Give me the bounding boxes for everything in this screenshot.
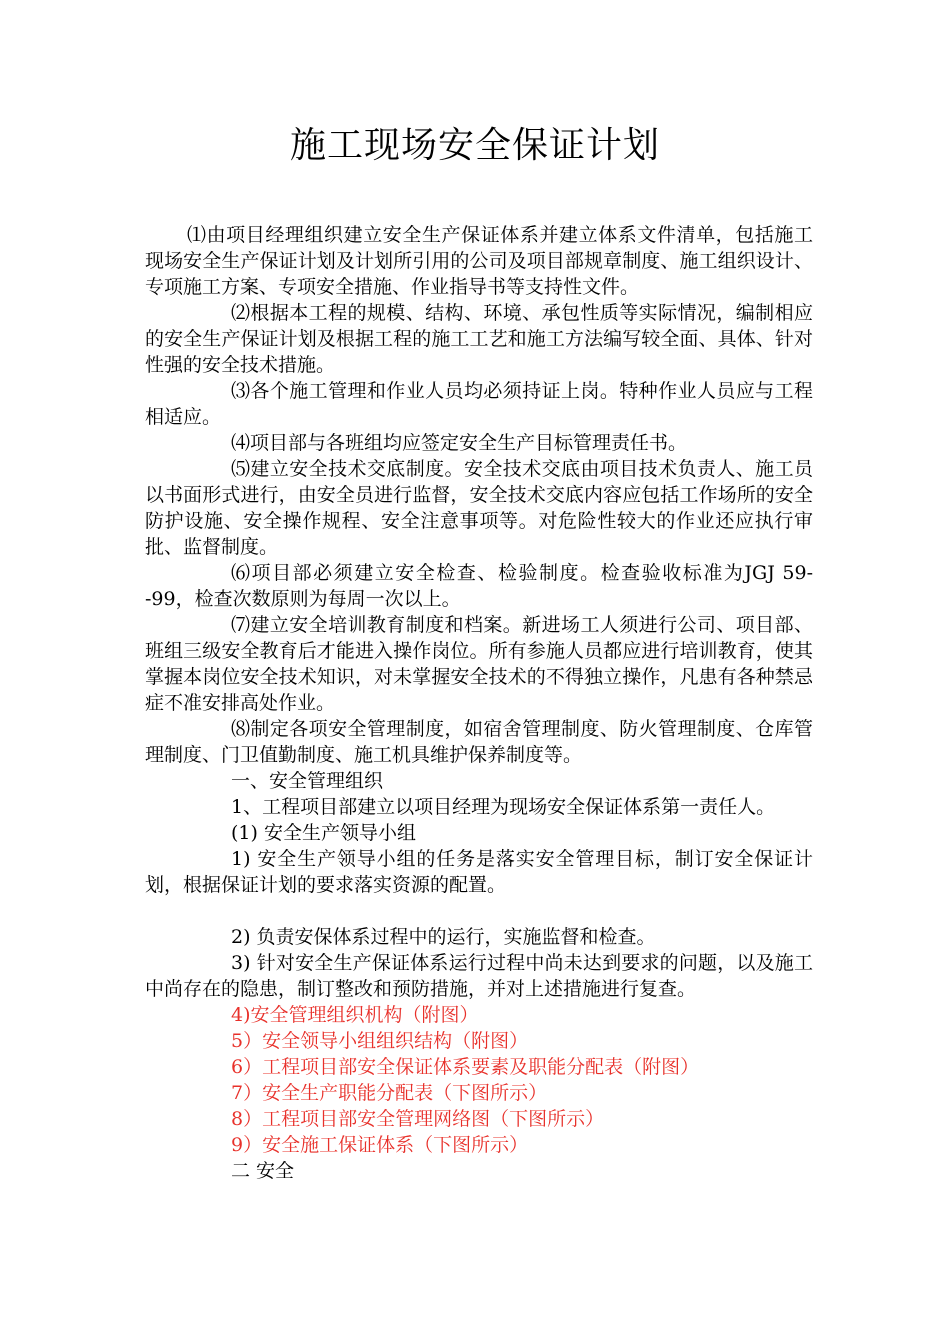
paragraph-1: ⑴由项目经理组织建立安全生产保证体系并建立体系文件清单，包括施工现场安全生产保证计划及计划所引用的公司及项目部规章制度、施工组织设计、专项施工方案、专项安全措施、作业指导书等支持性文件。 <box>145 224 813 298</box>
red-item-7: 7）安全生产职能分配表（下图所示） <box>231 1082 548 1104</box>
red-item-5: 5）安全领导小组组织结构（附图） <box>231 1030 529 1052</box>
paragraph-10: 1) 安全生产领导小组的任务是落实安全管理目标，制订安全保证计划，根据保证计划的要求落实资源的配置。 <box>145 848 813 896</box>
document-body <box>145 222 813 1184</box>
paragraph-11: 2) 负责安保体系过程中的运行，实施监督和检查。 <box>231 926 656 948</box>
blank-line <box>145 898 813 924</box>
red-item-9: 9）安全施工保证体系（下图所示） <box>231 1134 529 1156</box>
section-heading-1: 一、安全管理组织 <box>231 770 384 792</box>
paragraph-12: 3) 针对安全生产保证体系运行过程中尚未达到要求的问题，以及施工中尚存在的隐患，制订整改和预防措施，并对上述措施进行复查。 <box>145 952 813 1000</box>
paragraph-2: ⑵根据本工程的规模、结构、环境、承包性质等实际情况，编制相应的安全生产保证计划及根据工程的施工工艺和施工方法编写较全面、具体、针对性强的安全技术措施。 <box>145 302 813 376</box>
paragraph-7: ⑺建立安全培训教育制度和档案。新进场工人须进行公司、项目部、班组三级安全教育后才能进入操作岗位。所有参施人员都应进行培训教育，使其掌握本岗位安全技术知识，对未掌握安全技术的不得独立操作，凡患有各种禁忌症不准安排高处作业。 <box>145 614 813 714</box>
red-item-4: 4)安全管理组织机构（附图） <box>231 1004 479 1026</box>
paragraph-4: ⑷项目部与各班组均应签定安全生产目标管理责任书。 <box>231 432 688 454</box>
document-title: 施工现场安全保证计划 <box>289 125 660 166</box>
subsection-heading-1: (1) 安全生产领导小组 <box>231 822 416 844</box>
paragraph-3: ⑶各个施工管理和作业人员均必须持证上岗。特种作业人员应与工程相适应。 <box>145 380 813 428</box>
paragraph-6: ⑹项目部必须建立安全检查、检验制度。检查验收标准为JGJ 59--99，检查次数原则为每周一次以上。 <box>145 562 813 610</box>
red-item-6: 6）工程项目部安全保证体系要素及职能分配表（附图） <box>231 1056 700 1078</box>
paragraph-5: ⑸建立安全技术交底制度。安全技术交底由项目技术负责人、施工员以书面形式进行，由安全员进行监督，安全技术交底内容应包括工作场所的安全防护设施、安全操作规程、安全注意事项等。对危险性较大的作业还应执行审批、监督制度。 <box>145 458 813 558</box>
paragraph-8: ⑻制定各项安全管理制度，如宿舍管理制度、防火管理制度、仓库管理制度、门卫值勤制度、施工机具维护保养制度等。 <box>145 718 813 766</box>
section-heading-2: 二 安全 <box>231 1160 295 1182</box>
paragraph-9: 1、工程项目部建立以项目经理为现场安全保证体系第一责任人。 <box>231 796 776 818</box>
red-item-8: 8）工程项目部安全管理网络图（下图所示） <box>231 1108 605 1130</box>
